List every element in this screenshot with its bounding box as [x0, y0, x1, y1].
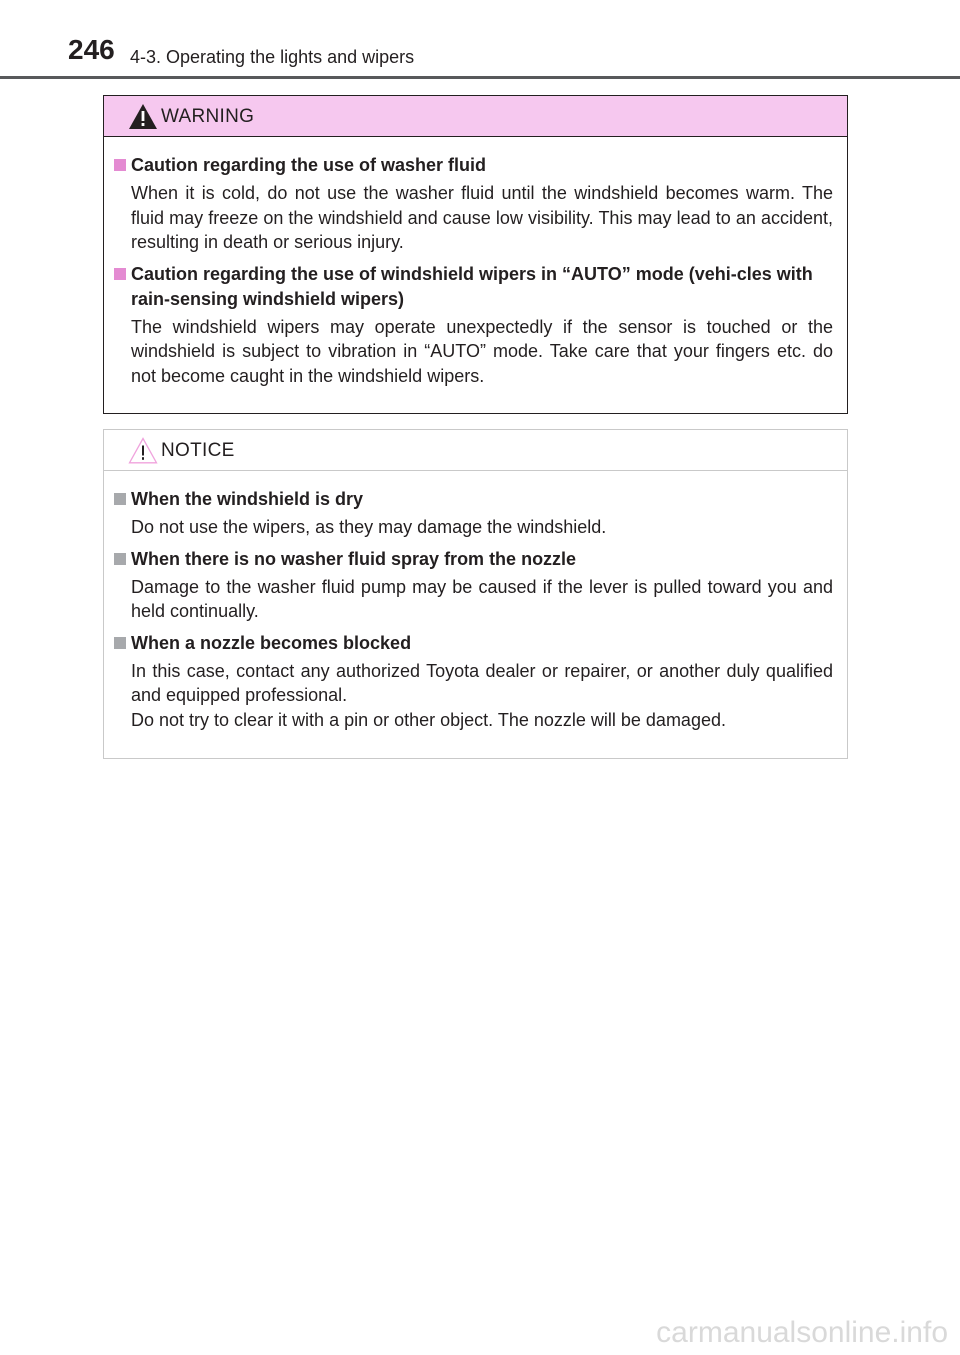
warning-header: [104, 96, 847, 137]
notice-triangle-outline-icon: [128, 437, 158, 464]
notice-header: [104, 430, 847, 471]
notice-item: [114, 631, 833, 733]
notice-item-title-text: When there is no washer fluid spray from the nozzle: [131, 548, 577, 569]
square-bullet-icon: [114, 637, 126, 649]
notice-item-text-line: Do not try to clear it with a pin or other object. The nozzle will be damaged.: [131, 709, 726, 730]
section-title: 4-3. Operating the lights and wipers: [130, 47, 415, 67]
warning-triangle-icon: [128, 103, 158, 130]
page-header: [0, 0, 960, 80]
warning-title: WARNING: [161, 106, 255, 127]
warning-body: [104, 137, 847, 388]
page-number: 246: [68, 34, 115, 65]
notice-item: [114, 547, 833, 624]
square-bullet-icon: [114, 553, 126, 565]
notice-item-text: Do not use the wipers, as they may damage the windshield.: [131, 517, 607, 537]
notice-body: [104, 471, 847, 732]
warning-item: [114, 153, 833, 255]
notice-item-title: [114, 547, 833, 572]
notice-item: [114, 487, 833, 540]
square-bullet-icon: [114, 493, 126, 505]
warning-item: [114, 262, 833, 389]
notice-item-title: [114, 487, 833, 512]
notice-item-title: [114, 631, 833, 656]
notice-item-text: [114, 659, 833, 733]
warning-box: [103, 95, 848, 414]
warning-item-text: The windshield wipers may operate unexpectedly if the sensor is touched or the windshield is subject to vibration in “AUTO” mode. Take care that your fingers etc. do not become caught in the windshield wipers.: [131, 316, 833, 386]
notice-item-title-text: When a nozzle becomes blocked: [131, 632, 412, 653]
notice-item-text: Damage to the washer fluid pump may be caused if the lever is pulled toward you and held continually.: [131, 576, 833, 621]
square-bullet-icon: [114, 159, 126, 171]
watermark: carmanualsonline.info: [656, 1316, 948, 1349]
notice-item-title-text: When the windshield is dry: [131, 489, 364, 509]
warning-item-title-text: Caution regarding the use of windshield wipers in “AUTO” mode (vehi-cles with rain-sensing windshield wipers): [131, 263, 813, 309]
notice-box: [103, 429, 848, 759]
warning-item-title-text: Caution regarding the use of washer fluid: [131, 155, 487, 175]
notice-title: NOTICE: [161, 440, 235, 461]
warning-item-text: When it is cold, do not use the washer fluid until the windshield becomes warm. The fluid may freeze on the windshield and cause low visibility. This may lead to an accident, resulting in death or serious injury.: [131, 183, 833, 252]
warning-item-title: [114, 153, 833, 178]
notice-item-text-line: In this case, contact any authorized Toyota dealer or repairer, or another duly qualified and equipped professional.: [131, 660, 833, 705]
warning-item-title: [114, 262, 833, 312]
header-divider: [0, 76, 960, 79]
square-bullet-icon: [114, 268, 126, 280]
